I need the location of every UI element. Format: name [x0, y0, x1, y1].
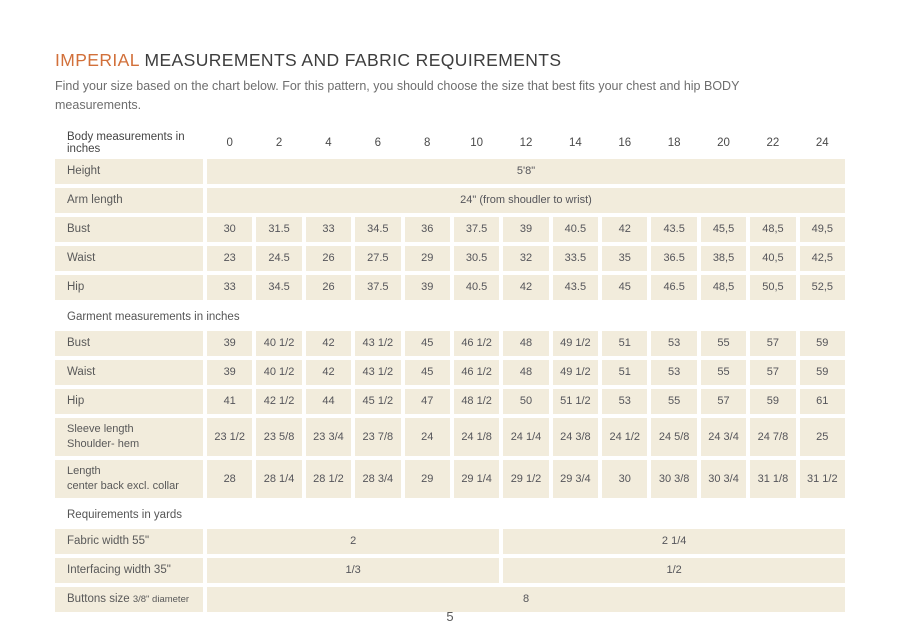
value-cell: 37.5	[454, 217, 499, 242]
value-cell: 42 1/2	[256, 389, 301, 414]
garment-measurements-rows	[55, 331, 845, 498]
row-label-line1: Length	[67, 465, 101, 478]
value-cell: 24 7/8	[750, 418, 795, 456]
value-cell: 55	[701, 331, 746, 356]
row-label	[55, 460, 203, 498]
value-cell: 45	[405, 360, 450, 385]
row-label-line1: Sleeve length	[67, 423, 134, 436]
value-cell: 23	[207, 246, 252, 271]
value-cell: 55	[701, 360, 746, 385]
size-header-cell: 24	[815, 136, 829, 149]
value-cell: 39	[405, 275, 450, 300]
span-value-cell: 8	[207, 587, 845, 612]
value-cell: 42	[306, 360, 351, 385]
full-span-cell: 5'8"	[207, 159, 845, 184]
table-row	[55, 418, 845, 456]
value-cell: 24 3/4	[701, 418, 746, 456]
requirements-section-label: Requirements in yards	[67, 508, 183, 521]
value-cell: 43.5	[553, 275, 598, 300]
value-cell: 44	[306, 389, 351, 414]
value-cell: 30 3/4	[701, 460, 746, 498]
value-cell: 40 1/2	[256, 360, 301, 385]
value-cell: 29	[405, 246, 450, 271]
table-row	[55, 529, 845, 554]
value-cell: 27.5	[355, 246, 400, 271]
value-cell: 37.5	[355, 275, 400, 300]
row-label: Bust	[55, 217, 203, 242]
value-cell: 28	[207, 460, 252, 498]
row-label: Hip	[55, 389, 203, 414]
row-label: Height	[55, 159, 203, 184]
value-cell: 33	[306, 217, 351, 242]
value-cell: 51	[602, 360, 647, 385]
value-cell: 53	[651, 360, 696, 385]
value-cell: 31.5	[256, 217, 301, 242]
value-cell: 29 1/4	[454, 460, 499, 498]
value-cell: 57	[750, 360, 795, 385]
value-cell: 53	[602, 389, 647, 414]
row-label: Arm length	[55, 188, 203, 213]
value-cell: 24 1/4	[503, 418, 548, 456]
value-cell: 33	[207, 275, 252, 300]
page-title	[55, 50, 845, 71]
value-cell: 38,5	[701, 246, 746, 271]
value-cell: 48,5	[701, 275, 746, 300]
value-cell: 40 1/2	[256, 331, 301, 356]
value-cell: 52,5	[800, 275, 845, 300]
value-cell: 24 3/8	[553, 418, 598, 456]
table-row	[55, 159, 845, 184]
value-cell: 26	[306, 275, 351, 300]
value-cell: 59	[800, 360, 845, 385]
value-cell: 24.5	[256, 246, 301, 271]
span-value-cell: 2 1/4	[503, 529, 845, 554]
size-header-cell: 2	[275, 136, 283, 149]
value-cell: 40.5	[454, 275, 499, 300]
value-cell: 49 1/2	[553, 331, 598, 356]
value-cell: 48	[503, 331, 548, 356]
value-cell: 48 1/2	[454, 389, 499, 414]
value-cell: 59	[750, 389, 795, 414]
span-value-cell: 1/3	[207, 558, 499, 583]
measurements-table	[55, 132, 845, 612]
size-header-cell: 10	[470, 136, 483, 149]
value-cell: 57	[750, 331, 795, 356]
size-header-cell: 16	[618, 136, 632, 149]
page-subtitle: Find your size based on the chart below. For this pattern, you should choose the size that best fits your chest and hip BODY measurements.	[55, 79, 740, 112]
size-header-row	[55, 132, 845, 154]
body-measurements-rows	[55, 159, 845, 300]
value-cell: 23 5/8	[256, 418, 301, 456]
span-value-cell: 1/2	[503, 558, 845, 583]
value-cell: 31 1/8	[750, 460, 795, 498]
value-cell: 55	[651, 389, 696, 414]
value-cell: 61	[800, 389, 845, 414]
value-cell: 23 3/4	[306, 418, 351, 456]
value-cell: 53	[651, 331, 696, 356]
size-header-cell: 20	[717, 136, 730, 149]
value-cell: 48,5	[750, 217, 795, 242]
value-cell: 42,5	[800, 246, 845, 271]
value-cell: 29 1/2	[503, 460, 548, 498]
span-value-cell: 2	[207, 529, 499, 554]
value-cell: 39	[503, 217, 548, 242]
size-header-cell: 8	[424, 136, 431, 149]
value-cell: 33.5	[553, 246, 598, 271]
row-label-line2: center back excl. collar	[67, 479, 179, 492]
table-row	[55, 246, 845, 271]
value-cell: 32	[503, 246, 548, 271]
table-row	[55, 460, 845, 498]
table-row	[55, 217, 845, 242]
row-label-line2: Shoulder- hem	[67, 437, 140, 450]
value-cell: 51 1/2	[553, 389, 598, 414]
value-cell: 46 1/2	[454, 360, 499, 385]
table-row	[55, 360, 845, 385]
row-label: Bust	[55, 331, 203, 356]
value-cell: 36	[405, 217, 450, 242]
table-row	[55, 188, 845, 213]
title-rest: MEASUREMENTS AND FABRIC REQUIREMENTS	[139, 50, 562, 70]
title-accent: IMPERIAL	[55, 50, 140, 70]
row-label-main: Buttons size	[67, 593, 133, 605]
size-header-label: Body measurements in inches	[67, 130, 185, 155]
value-cell: 35	[602, 246, 647, 271]
value-cell: 25	[800, 418, 845, 456]
value-cell: 31 1/2	[800, 460, 845, 498]
page-number: 5	[446, 609, 454, 624]
value-cell: 47	[405, 389, 450, 414]
row-label: Hip	[55, 275, 203, 300]
value-cell: 48	[503, 360, 548, 385]
full-span-cell: 24" (from shoudler to wrist)	[207, 188, 845, 213]
value-cell: 30	[602, 460, 647, 498]
value-cell: 45	[405, 331, 450, 356]
row-label: Waist	[55, 246, 203, 271]
size-header-cell: 12	[519, 136, 533, 149]
value-cell: 28 3/4	[355, 460, 400, 498]
value-cell: 50	[503, 389, 548, 414]
size-header-cell: 6	[374, 136, 382, 149]
value-cell: 29 3/4	[553, 460, 598, 498]
value-cell: 30	[207, 217, 252, 242]
value-cell: 34.5	[256, 275, 301, 300]
value-cell: 46 1/2	[454, 331, 499, 356]
size-header-cell: 18	[667, 136, 681, 149]
table-row	[55, 389, 845, 414]
value-cell: 43 1/2	[355, 360, 400, 385]
garment-section-label: Garment measurements in inches	[67, 310, 240, 323]
value-cell: 43.5	[651, 217, 696, 242]
value-cell: 45	[602, 275, 647, 300]
size-header-cell: 0	[226, 136, 233, 149]
value-cell: 39	[207, 360, 252, 385]
value-cell: 57	[701, 389, 746, 414]
value-cell: 40.5	[553, 217, 598, 242]
row-label	[55, 587, 203, 612]
value-cell: 23 7/8	[355, 418, 400, 456]
value-cell: 45 1/2	[355, 389, 400, 414]
value-cell: 34.5	[355, 217, 400, 242]
row-label: Waist	[55, 360, 203, 385]
value-cell: 30.5	[454, 246, 499, 271]
value-cell: 24 1/2	[602, 418, 647, 456]
value-cell: 42	[503, 275, 548, 300]
value-cell: 45,5	[701, 217, 746, 242]
value-cell: 23 1/2	[207, 418, 252, 456]
value-cell: 41	[207, 389, 252, 414]
value-cell: 43 1/2	[355, 331, 400, 356]
value-cell: 24	[405, 418, 450, 456]
row-label	[55, 418, 203, 456]
table-row	[55, 587, 845, 612]
value-cell: 24 1/8	[454, 418, 499, 456]
value-cell: 28 1/4	[256, 460, 301, 498]
table-row	[55, 275, 845, 300]
value-cell: 50,5	[750, 275, 795, 300]
value-cell: 59	[800, 331, 845, 356]
value-cell: 42	[306, 331, 351, 356]
row-label-text	[67, 593, 189, 605]
table-row	[55, 331, 845, 356]
table-row	[55, 558, 845, 583]
value-cell: 49,5	[800, 217, 845, 242]
value-cell: 36.5	[651, 246, 696, 271]
requirements-rows	[55, 529, 845, 612]
value-cell: 42	[602, 217, 647, 242]
value-cell: 29	[405, 460, 450, 498]
value-cell: 46.5	[651, 275, 696, 300]
value-cell: 51	[602, 331, 647, 356]
value-cell: 40,5	[750, 246, 795, 271]
row-label-small: 3/8" diameter	[132, 594, 190, 605]
value-cell: 39	[207, 331, 252, 356]
size-header-cell: 22	[766, 136, 780, 149]
value-cell: 49 1/2	[553, 360, 598, 385]
row-label: Interfacing width 35"	[55, 558, 203, 583]
value-cell: 28 1/2	[306, 460, 351, 498]
value-cell: 30 3/8	[651, 460, 696, 498]
size-header-cell: 14	[568, 136, 582, 149]
size-header-cell: 4	[325, 136, 332, 149]
value-cell: 26	[306, 246, 351, 271]
value-cell: 24 5/8	[651, 418, 696, 456]
row-label: Fabric width 55"	[55, 529, 203, 554]
